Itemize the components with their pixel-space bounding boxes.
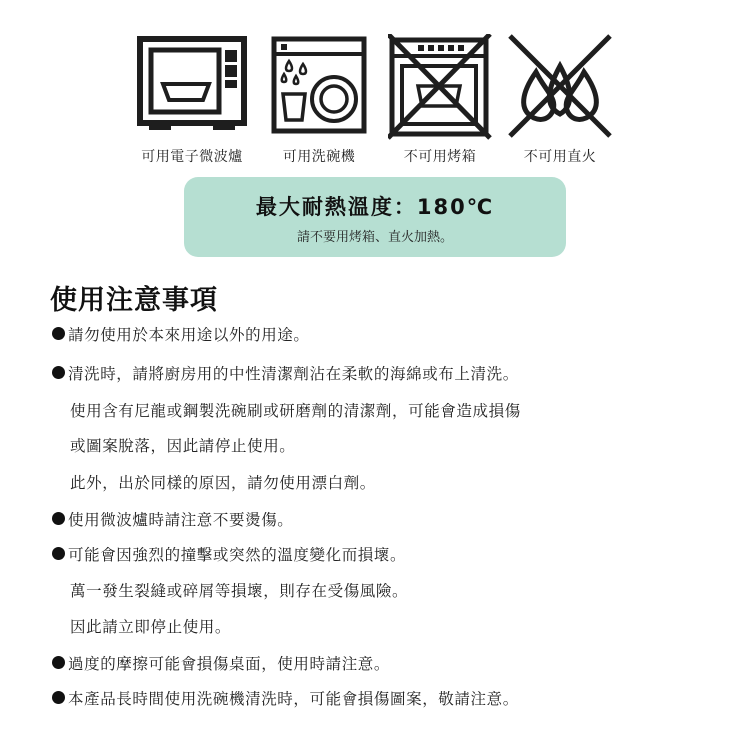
- precaution-line: 請勿使用於本來用途以外的用途。: [68, 326, 310, 344]
- open-flame-label: 不可用直火: [523, 149, 597, 165]
- bullet-dot: [52, 327, 65, 340]
- microwave-icon: [137, 34, 247, 144]
- precautions-heading: 使用注意事項: [50, 285, 218, 316]
- care-icons-row: [0, 34, 750, 164]
- precaution-line: 使用微波爐時請注意不要燙傷。: [68, 511, 294, 529]
- precaution-line: 可能會因強烈的撞擊或突然的溫度變化而損壞。: [68, 546, 407, 564]
- dishwasher-label: 可用洗碗機: [282, 149, 356, 165]
- bullet-dot: [52, 547, 65, 560]
- max-temperature-title: 最大耐熱溫度：180℃: [255, 195, 495, 219]
- open-flame-icon: [508, 34, 618, 144]
- precaution-line: 使用含有尼龍或鋼製洗碗刷或研磨劑的清潔劑，可能會造成損傷: [70, 402, 521, 420]
- bullet-dot: [52, 656, 65, 669]
- oven-label: 不可用烤箱: [403, 149, 477, 165]
- bullet-dot: [52, 512, 65, 525]
- precaution-line: 此外，出於同樣的原因，請勿使用漂白劑。: [70, 474, 376, 492]
- precaution-line: 過度的摩擦可能會損傷桌面，使用時請注意。: [68, 655, 391, 673]
- precaution-line: 本產品長時間使用洗碗機清洗時，可能會損傷圖案，敬請注意。: [68, 690, 519, 708]
- bullet-dot: [52, 366, 65, 379]
- precaution-line: 萬一發生裂縫或碎屑等損壞，則存在受傷風險。: [70, 582, 409, 600]
- precaution-line: 或圖案脫落，因此請停止使用。: [70, 437, 296, 455]
- bullet-dot: [52, 691, 65, 704]
- max-temperature-note: 請不要用烤箱、直火加熱。: [296, 230, 453, 245]
- microwave-label: 可用電子微波爐: [141, 149, 243, 165]
- precaution-line: 因此請立即停止使用。: [70, 618, 232, 636]
- precaution-line: 清洗時，請將廚房用的中性清潔劑沾在柔軟的海綿或布上清洗。: [68, 365, 519, 383]
- dishwasher-icon: [271, 34, 381, 144]
- max-temperature-panel: [184, 177, 566, 257]
- oven-icon: [388, 34, 498, 144]
